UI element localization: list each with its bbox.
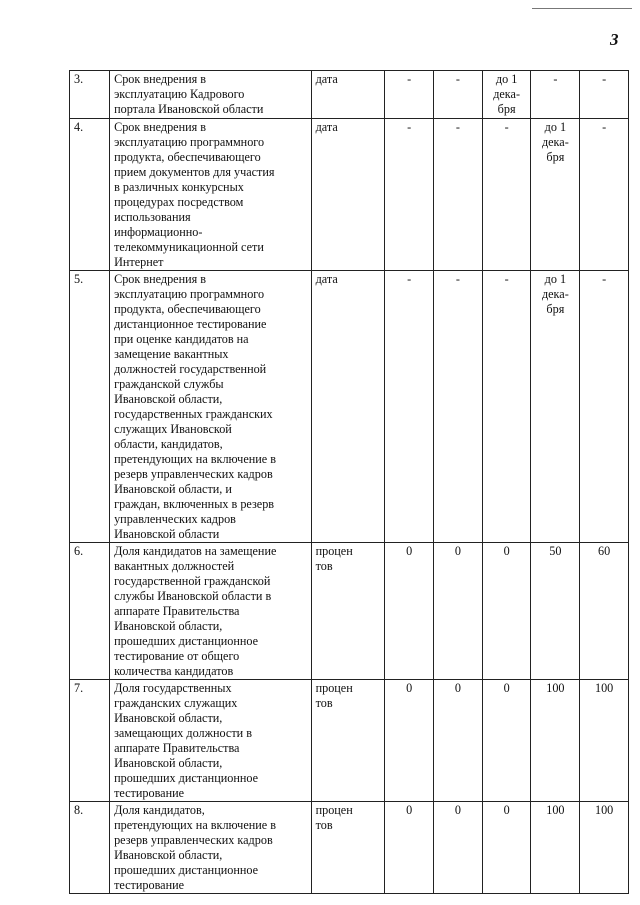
value-cell: 100 <box>531 680 580 802</box>
table-row <box>70 119 629 271</box>
value-cell: 0 <box>482 802 531 894</box>
indicators-table <box>69 70 629 894</box>
indicator-name: Доля государственных гражданских служащих Ивановской области, замещающих должности в аппарате Правительства Ивановской области, прошедших дистанционное тестирование <box>110 680 312 802</box>
value-cell: 100 <box>580 680 629 802</box>
value-cell: - <box>385 271 434 543</box>
value-cell: - <box>433 119 482 271</box>
row-number: 7. <box>70 680 110 802</box>
value-cell: - <box>580 71 629 119</box>
value-cell: - <box>580 119 629 271</box>
unit-cell: процен тов <box>311 543 385 680</box>
value-cell: - <box>482 271 531 543</box>
indicator-name: Доля кандидатов, претендующих на включение в резерв управленческих кадров Ивановской области, прошедших дистанционное тестирование <box>110 802 312 894</box>
value-cell: до 1 дека- бря <box>482 71 531 119</box>
indicator-name: Доля кандидатов на замещение вакантных должностей государственной гражданской службы Ивановской области в аппарате Правительства Ивановской области, прошедших дистанционное тестирование от общего количества кандидатов <box>110 543 312 680</box>
table-row <box>70 680 629 802</box>
table-row <box>70 71 629 119</box>
value-cell: 0 <box>385 543 434 680</box>
value-cell: 0 <box>385 802 434 894</box>
value-cell: - <box>433 71 482 119</box>
value-cell: - <box>385 119 434 271</box>
unit-cell: дата <box>311 271 385 543</box>
unit-cell: процен тов <box>311 680 385 802</box>
indicator-name: Срок внедрения в эксплуатацию программного продукта, обеспечивающего прием документов для участия в различных конкурсных процедурах посредством использования информационно- телекоммуникационной сети Интернет <box>110 119 312 271</box>
page-number: 3 <box>610 30 619 49</box>
table-row <box>70 543 629 680</box>
value-cell: - <box>385 71 434 119</box>
unit-cell: процен тов <box>311 802 385 894</box>
unit-cell: дата <box>311 71 385 119</box>
indicator-name: Срок внедрения в эксплуатацию программного продукта, обеспечивающего дистанционное тестирование при оценке кандидатов на замещение вакантных должностей государственной гражданской службы Ивановской области, государственных гражданских служащих Ивановской области, кандидатов, претендующих на включение в резерв управленческих кадров Ивановской области, и граждан, включенных в резерв управленческих кадров Ивановской области <box>110 271 312 543</box>
value-cell: 0 <box>385 680 434 802</box>
table-row <box>70 271 629 543</box>
value-cell: - <box>433 271 482 543</box>
value-cell: 50 <box>531 543 580 680</box>
value-cell: 0 <box>433 802 482 894</box>
value-cell: 100 <box>580 802 629 894</box>
value-cell: - <box>482 119 531 271</box>
value-cell: - <box>531 71 580 119</box>
value-cell: до 1 дека- бря <box>531 119 580 271</box>
value-cell: до 1 дека- бря <box>531 271 580 543</box>
value-cell: 0 <box>433 680 482 802</box>
unit-cell: дата <box>311 119 385 271</box>
value-cell: 100 <box>531 802 580 894</box>
row-number: 6. <box>70 543 110 680</box>
row-number: 8. <box>70 802 110 894</box>
top-rule <box>532 8 632 9</box>
value-cell: 0 <box>433 543 482 680</box>
value-cell: 0 <box>482 543 531 680</box>
indicator-name: Срок внедрения в эксплуатацию Кадрового портала Ивановской области <box>110 71 312 119</box>
row-number: 5. <box>70 271 110 543</box>
row-number: 3. <box>70 71 110 119</box>
value-cell: 60 <box>580 543 629 680</box>
table-row <box>70 802 629 894</box>
value-cell: 0 <box>482 680 531 802</box>
row-number: 4. <box>70 119 110 271</box>
value-cell: - <box>580 271 629 543</box>
